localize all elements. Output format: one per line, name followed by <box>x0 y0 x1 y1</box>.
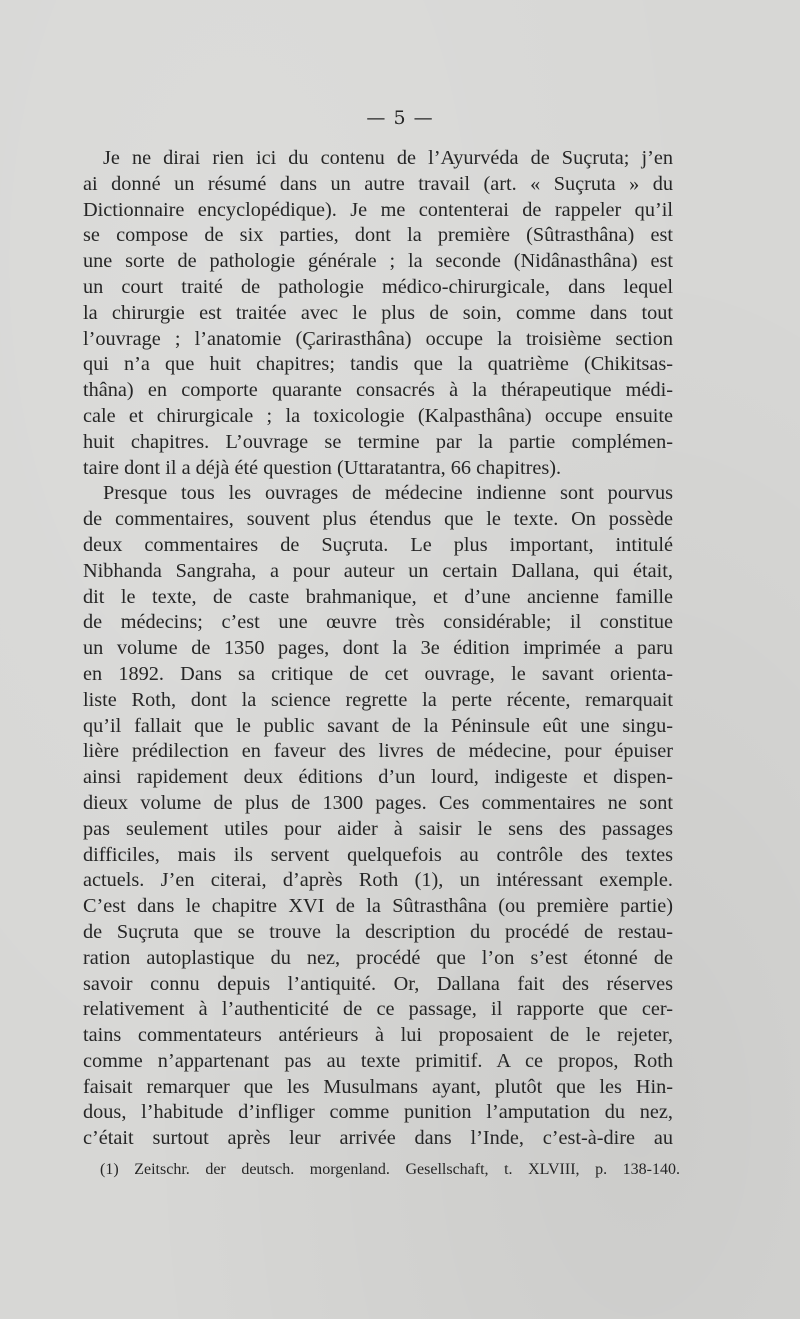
text-line: se compose de six parties, dont la première (Sûtrasthâna) est <box>83 224 673 247</box>
text-line: pas seulement utiles pour aider à saisir le sens des passages <box>83 817 673 840</box>
page-number: — 5 — <box>366 107 434 129</box>
text-line: une sorte de pathologie générale ; la seconde (Nidânasthâna) est <box>83 250 673 273</box>
text-line: de commentaires, souvent plus étendus que le texte. On possède <box>83 508 673 531</box>
text-line: de Suçruta que se trouve la description du procédé de restau- <box>83 920 673 943</box>
text-line: savoir connu depuis l’antiquité. Or, Dallana fait des réserves <box>83 972 673 995</box>
text-line: thâna) en comporte quarante consacrés à la thérapeutique médi- <box>83 379 673 402</box>
text-line: liste Roth, dont la science regrette la perte récente, remarquait <box>83 688 673 711</box>
text-line: Presque tous les ouvrages de médecine indienne sont pourvus <box>103 482 673 505</box>
text-line: ainsi rapidement deux éditions d’un lourd, indigeste et dispen- <box>83 766 673 789</box>
text-line: actuels. J’en citerai, d’après Roth (1), un intéressant exemple. <box>83 869 673 892</box>
text-line: dous, l’habitude d’infliger comme punition l’amputation du nez, <box>83 1101 673 1124</box>
text-line: en 1892. Dans sa critique de cet ouvrage, le savant orienta- <box>83 662 673 685</box>
text-line: de médecins; c’est une œuvre très considérable; il constitue <box>83 611 673 634</box>
text-line: l’ouvrage ; l’anatomie (Çarirasthâna) occupe la troisième section <box>83 327 673 350</box>
text-line: ai donné un résumé dans un autre travail (art. « Suçruta » du <box>83 172 673 195</box>
text-line: cale et chirurgicale ; la toxicologie (Kalpasthâna) occupe ensuite <box>83 404 673 427</box>
text-line: C’est dans le chapitre XVI de la Sûtrasthâna (ou première partie) <box>83 895 673 918</box>
text-line: tains commentateurs antérieurs à lui proposaient de le rejeter, <box>83 1024 673 1047</box>
text-line: taire dont il a déjà été question (Uttaratantra, 66 chapitres). <box>83 456 562 479</box>
text-line: dit le texte, de caste brahmanique, et d’une ancienne famille <box>83 585 673 608</box>
text-line: comme n’appartenant pas au texte primitif. A ce propos, Roth <box>83 1049 673 1072</box>
text-line: Je ne dirai rien ici du contenu de l’Ayurvéda de Suçruta; j’en <box>103 147 673 169</box>
text-line: qu’il fallait que le public savant de la Péninsule eût une singu- <box>83 714 673 737</box>
text-line: lière prédilection en faveur des livres de médecine, pour épuiser <box>83 740 673 763</box>
text-line: huit chapitres. L’ouvrage se termine par la partie complémen- <box>83 430 673 453</box>
body-text <box>83 146 673 1152</box>
text-line: un court traité de pathologie médico-chirurgicale, dans lequel <box>83 275 673 298</box>
text-line: Nibhanda Sangraha, a pour auteur un certain Dallana, qui était, <box>83 559 673 582</box>
text-line: difficiles, mais ils servent quelquefois au contrôle des textes <box>83 843 673 866</box>
text-line: c’était surtout après leur arrivée dans l’Inde, c’est-à-dire au <box>83 1127 673 1150</box>
text-line: ration autoplastique du nez, procédé que l’on s’est étonné de <box>83 946 673 969</box>
text-line: qui n’a que huit chapitres; tandis que la quatrième (Chikitsas- <box>83 353 673 376</box>
text-line: Dictionnaire encyclopédique). Je me contenterai de rappeler qu’il <box>83 198 673 221</box>
text-line: deux commentaires de Suçruta. Le plus important, intitulé <box>83 533 673 556</box>
text-line: faisait remarquer que les Musulmans ayant, plutôt que les Hin- <box>83 1075 673 1098</box>
text-line: relativement à l’authenticité de ce passage, il rapporte que cer- <box>83 998 673 1021</box>
text-line: la chirurgie est traitée avec le plus de soin, comme dans tout <box>83 301 673 324</box>
footnote: (1) Zeitschr. der deutsch. morgenland. Gesellschaft, t. XLVIII, p. 138-140. <box>100 1161 680 1178</box>
text-line: un volume de 1350 pages, dont la 3e édition imprimée a paru <box>83 637 673 660</box>
text-line: dieux volume de plus de 1300 pages. Ces commentaires ne sont <box>83 791 673 814</box>
